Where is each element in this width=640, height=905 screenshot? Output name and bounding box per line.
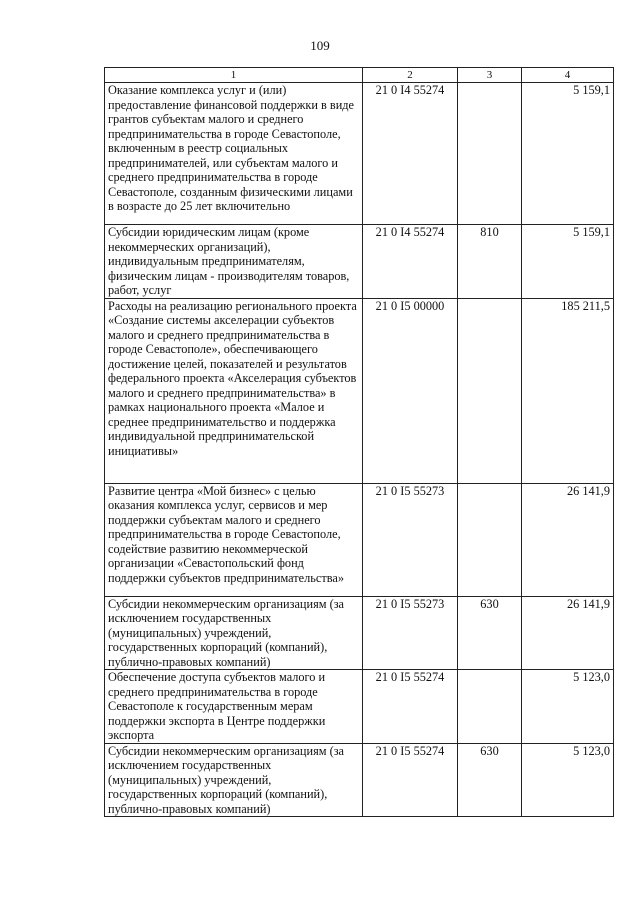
row-code: 21 0 I5 55273 xyxy=(363,596,458,670)
row-expense-type xyxy=(458,670,522,744)
table-row xyxy=(105,483,614,596)
page-number: 109 xyxy=(310,38,330,53)
table-row xyxy=(105,596,614,670)
row-name: Субсидии некоммерческим организациям (за исключением государственных (муниципальных) учреждений, государственных корпораций (компаний), публично-правовых компаний) xyxy=(105,596,363,670)
row-sum: 5 159,1 xyxy=(522,225,614,299)
row-sum: 26 141,9 xyxy=(522,596,614,670)
row-code: 21 0 I5 55273 xyxy=(363,483,458,596)
row-sum: 26 141,9 xyxy=(522,483,614,596)
budget-table xyxy=(104,67,614,817)
row-name: Расходы на реализацию регионального проекта «Создание системы акселерации субъектов малого и среднего предпринимательства в городе Севастополе», обеспечивающего достижение целей, показателей и результатов федерального проекта «Акселерация субъектов малого и среднего предпринимательства» в рамках национального проекта «Малое и среднее предпринимательство и поддержка индивидуальной предпринимательской инициативы» xyxy=(105,298,363,483)
table-row xyxy=(105,225,614,299)
row-code: 21 0 I4 55274 xyxy=(363,225,458,299)
row-expense-type xyxy=(458,298,522,483)
header-col-2: 2 xyxy=(363,68,458,83)
row-sum: 5 123,0 xyxy=(522,743,614,817)
row-expense-type: 810 xyxy=(458,225,522,299)
row-sum: 5 159,1 xyxy=(522,83,614,225)
row-name: Обеспечение доступа субъектов малого и среднего предпринимательства в городе Севастополе к государственным мерам поддержки экспорта в Центре поддержки экспорта xyxy=(105,670,363,744)
table-header-row xyxy=(105,68,614,83)
row-expense-type xyxy=(458,483,522,596)
row-name: Развитие центра «Мой бизнес» с целью оказания комплекса услуг, сервисов и мер поддержки субъектам малого и среднего предпринимательства в городе Севастополе, содействие развитию некоммерческой организации «Севастопольский фонд поддержки субъектов предпринимательства» xyxy=(105,483,363,596)
row-sum: 5 123,0 xyxy=(522,670,614,744)
row-expense-type: 630 xyxy=(458,743,522,817)
header-col-3: 3 xyxy=(458,68,522,83)
table-row xyxy=(105,83,614,225)
row-code: 21 0 I5 55274 xyxy=(363,670,458,744)
row-name: Субсидии некоммерческим организациям (за исключением государственных (муниципальных) учреждений, государственных корпораций (компаний), публично-правовых компаний) xyxy=(105,743,363,817)
table-row xyxy=(105,298,614,483)
table-row xyxy=(105,743,614,817)
row-expense-type: 630 xyxy=(458,596,522,670)
header-col-4: 4 xyxy=(522,68,614,83)
table-row xyxy=(105,670,614,744)
row-name: Субсидии юридическим лицам (кроме некоммерческих организаций), индивидуальным предпринимателям, физическим лицам - производителям товаров, работ, услуг xyxy=(105,225,363,299)
header-col-1: 1 xyxy=(105,68,363,83)
row-sum: 185 211,5 xyxy=(522,298,614,483)
row-name: Оказание комплекса услуг и (или) предоставление финансовой поддержки в виде грантов субъектам малого и среднего предпринимательства в городе Севастополе, включенным в реестр социальных предпринимателей, или субъектам малого и среднего предпринимательства в городе Севастополе, созданным физическими лицами в возрасте до 25 лет включительно xyxy=(105,83,363,225)
row-code: 21 0 I5 55274 xyxy=(363,743,458,817)
row-code: 21 0 I4 55274 xyxy=(363,83,458,225)
row-expense-type xyxy=(458,83,522,225)
row-code: 21 0 I5 00000 xyxy=(363,298,458,483)
